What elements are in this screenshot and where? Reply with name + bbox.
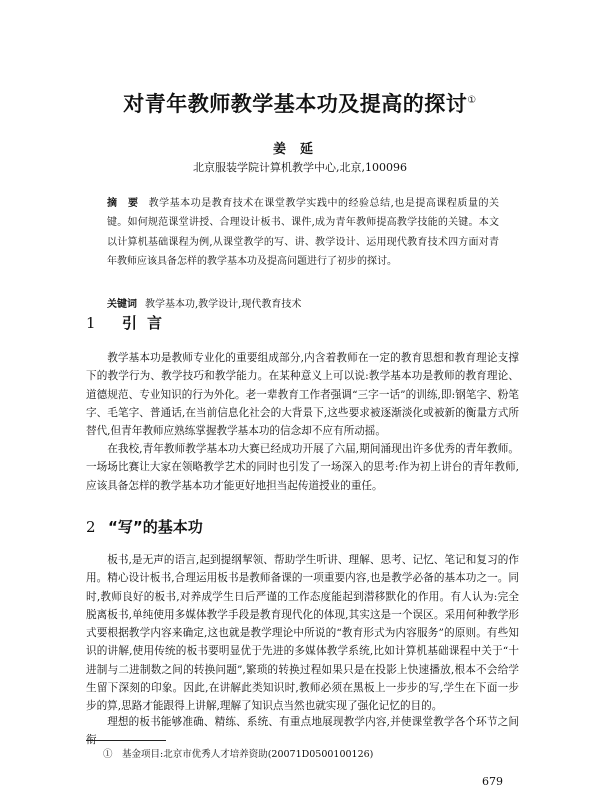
affiliation: 北京服装学院计算机教学中心,北京,100096	[193, 161, 407, 174]
keywords-label: 关键词	[107, 299, 137, 310]
section-heading-intro	[86, 312, 172, 333]
title-footnote-marker: ①	[467, 95, 477, 106]
keywords-text: 教学基本功,教学设计,现代教育技术	[145, 299, 302, 310]
title-text: 对青年教师教学基本功及提高的探讨	[123, 92, 468, 116]
abstract-text: 教学基本功是教育技术在课堂教学实践中的经验总结,也是提高课程质量的关键。如何规范课堂讲授、合理设计板书、课件,成为青年教师提高教学技能的关键。本文以计算机基础课程为例,从课堂教学的写、讲、教学设计、运用现代教育技术四方面对青年教师应该具备怎样的教学基本功及提高问题进行了初步的探讨。	[107, 198, 500, 267]
author-name: 姜延	[272, 142, 327, 157]
section-number: 2	[86, 518, 96, 536]
section-heading-writing	[86, 516, 203, 537]
paragraph: 板书,是无声的语言,起到提纲挈领、帮助学生听讲、理解、思考、记忆、笔记和复习的作用。精心设计板书,合理运用板书是教师备课的一项重要内容,也是教学必备的基本功之一。同时,教师良好的板书,对养成学生日后严谨的工作态度能起到潜移默化的作用。有人认为:完全脱离板书,单纯使用多媒体教学手段是教育现代化的体现,其实这是一个误区。采用何种教学形式要根据教学内容来确定,这也就是教学理论中所说的“教育形式为内容服务”的原则。有些知识的讲解,使用传统的板书要明显优于先进的多媒体教学系统,比如计算机基础课程中关于“十进制与二进制数之间的转换问题”,繁琐的转换过程如果只是在投影上快速播放,根本不会给学生留下深刻的印象。因此,在讲解此类知识时,教师必须在黑板上一步步的写,学生在下面一步步的算,思路才能跟得上讲解,理解了知识点当然也就实现了强化记忆的目的。	[86, 554, 519, 713]
section-title: “写”的基本功	[108, 518, 203, 536]
paragraph: 教学基本功是教师专业化的重要组成部分,内含着教师在一定的教育思想和教育理论支撑下的教学行为、教学技巧和教学能力。在某种意义上可以说:教学基本功是教师的教育理论、道德规范、专业知识的行为外化。老一辈教育工作者强调“三字一话”的训练,即:钢笔字、粉笔字、毛笔字、普通话,在当前信息化社会的大背景下,这些要求被逐渐淡化或被新的衡量方式所替代,但青年教师应熟练掌握教学基本功的信念却不应有所动摇。	[86, 352, 519, 438]
paragraph: 在我校,青年教师教学基本功大赛已经成功开展了六届,期间涌现出许多优秀的青年教师。一场场比赛让大家在领略教学艺术的同时也引发了一场深入的思考:作为初上讲台的青年教师,应该具备怎样的教学基本功才能更好地担当起传道授业的重任。	[86, 443, 519, 492]
footnote-divider	[86, 740, 166, 741]
abstract	[107, 194, 499, 271]
paper-title	[0, 88, 600, 118]
paragraph: 理想的板书能够准确、精练、系统、有重点地展现教学内容,并使课堂教学各个环节之间衔	[86, 716, 519, 747]
footnote: ① 基金项目:北京市优秀人才培养资助(20071D0500100126)	[103, 749, 374, 760]
section-title: 引言	[122, 314, 173, 332]
section-number: 1	[86, 314, 96, 332]
abstract-label: 摘 要	[107, 198, 139, 209]
page-number: 679	[482, 775, 503, 788]
